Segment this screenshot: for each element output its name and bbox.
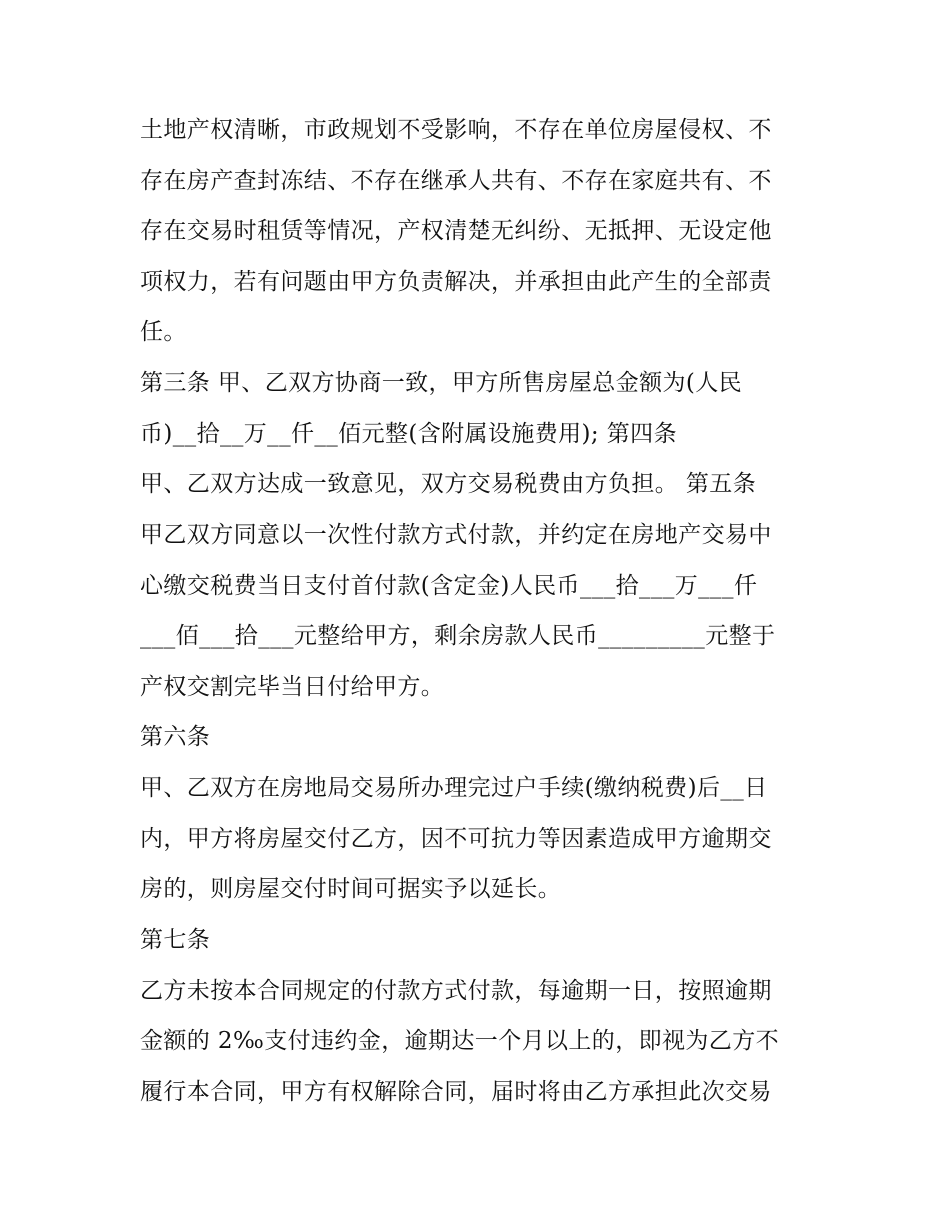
text-line: 任。 bbox=[140, 319, 187, 345]
text-line: 甲、乙双方达成一致意见，双方交易税费由方负担。 第五条 bbox=[140, 471, 757, 497]
text-line: 甲乙双方同意以一次性付款方式付款，并约定在房地产交易中 bbox=[140, 522, 772, 548]
text-line: 土地产权清晰，市政规划不受影响，不存在单位房屋侵权、不 bbox=[140, 117, 772, 143]
text-line: 金额的 2‰支付违约金，逾期达一个月以上的，即视为乙方不 bbox=[140, 1028, 780, 1054]
text-line: 项权力，若有问题由甲方负责解决，并承担由此产生的全部责 bbox=[140, 269, 772, 295]
text-line: 甲、乙双方在房地局交易所办理完过户手续(缴纳税费)后__日 bbox=[140, 775, 768, 801]
text-line: ___佰___拾___元整给甲方，剩余房款人民币_________元整于 bbox=[140, 623, 776, 649]
text-line: 存在交易时租赁等情况，产权清楚无纠纷、无抵押、无设定他 bbox=[140, 218, 772, 244]
text-line: 币)__拾__万__仟__佰元整(含附属设施费用); 第四条 bbox=[140, 421, 677, 447]
text-line: 履行本合同，甲方有权解除合同，届时将由乙方承担此次交易 bbox=[140, 1079, 772, 1105]
article-7-heading: 第七条 bbox=[140, 927, 211, 953]
text-line: 心缴交税费当日支付首付款(含定金)人民币___拾___万___仟 bbox=[140, 573, 758, 599]
text-line: 存在房产查封冻结、不存在继承人共有、不存在家庭共有、不 bbox=[140, 168, 772, 194]
text-line: 乙方未按本合同规定的付款方式付款，每逾期一日，按照逾期 bbox=[140, 978, 772, 1004]
article-3-heading: 第三条 甲、乙双方协商一致，甲方所售房屋总金额为(人民 bbox=[140, 370, 743, 396]
text-line: 房的，则房屋交付时间可据实予以延长。 bbox=[140, 876, 562, 902]
text-line: 内，甲方将房屋交付乙方，因不可抗力等因素造成甲方逾期交 bbox=[140, 826, 772, 852]
article-6-heading: 第六条 bbox=[140, 724, 211, 750]
text-line: 产权交割完毕当日付给甲方。 bbox=[140, 674, 445, 700]
